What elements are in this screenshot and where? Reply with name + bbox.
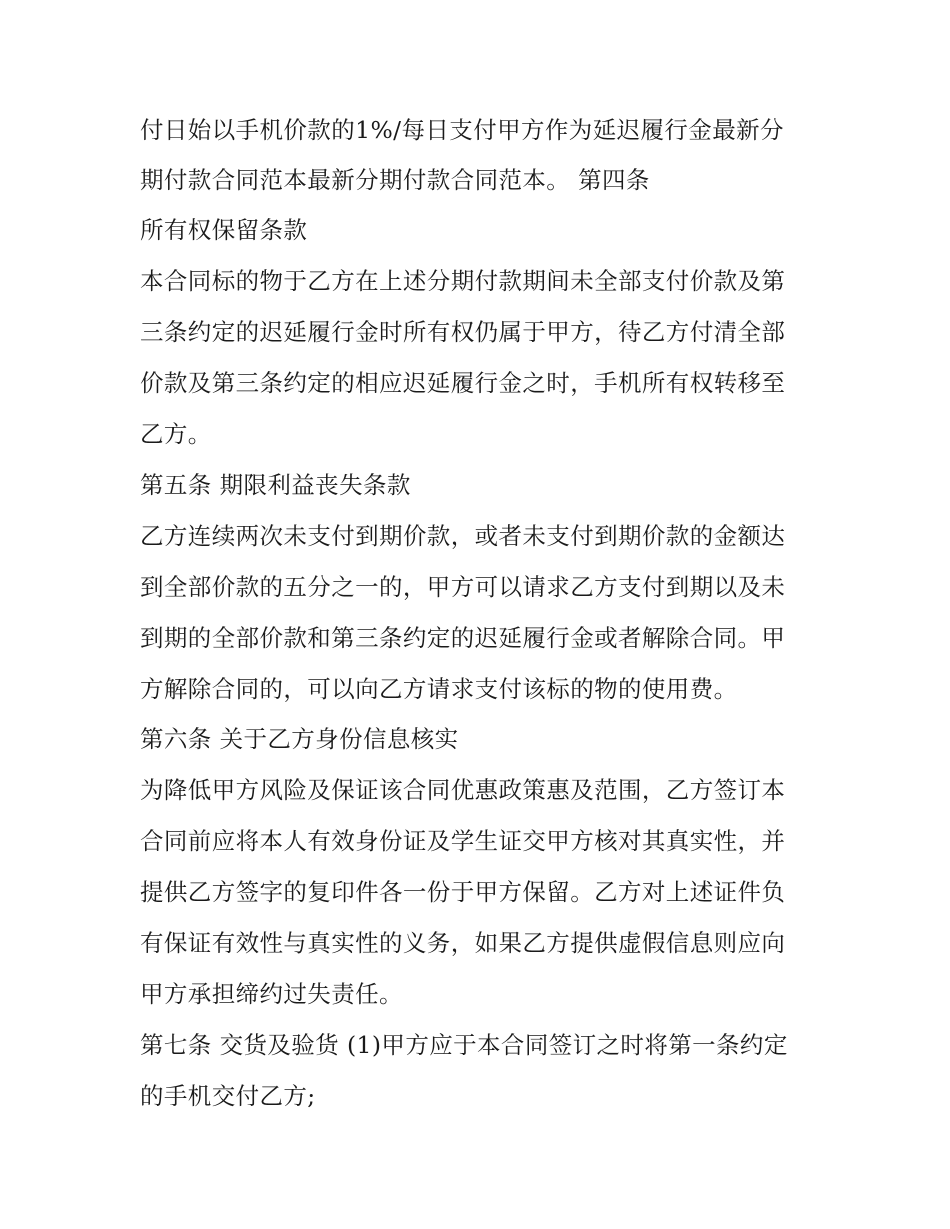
section-heading: 第七条 交货及验货 (1)甲方应于本合同签订之时将第一条约定 bbox=[140, 1031, 788, 1059]
text-line: 方解除合同的，可以向乙方请求支付该标的物的使用费。 bbox=[140, 675, 738, 703]
text-line: 价款及第三条约定的相应迟延履行金之时，手机所有权转移至 bbox=[140, 369, 786, 397]
text-line: 期付款合同范本最新分期付款合同范本。 第四条 bbox=[140, 166, 650, 194]
text-line: 三条约定的迟延履行金时所有权仍属于甲方，待乙方付清全部 bbox=[140, 318, 786, 346]
text-line: 到全部价款的五分之一的，甲方可以请求乙方支付到期以及未 bbox=[140, 573, 786, 601]
text-line: 乙方连续两次未支付到期价款，或者未支付到期价款的金额达 bbox=[140, 522, 786, 550]
text-line: 本合同标的物于乙方在上述分期付款期间未全部支付价款及第 bbox=[140, 267, 786, 295]
text-line: 提供乙方签字的复印件各一份于甲方保留。乙方对上述证件负 bbox=[140, 878, 786, 906]
text-line: 乙方。 bbox=[140, 420, 212, 448]
text-line: 有保证有效性与真实性的义务，如果乙方提供虚假信息则应向 bbox=[140, 929, 786, 957]
text-line: 合同前应将本人有效身份证及学生证交甲方核对其真实性，并 bbox=[140, 827, 786, 855]
section-heading: 所有权保留条款 bbox=[140, 216, 308, 244]
text-line: 付日始以手机价款的1%/每日支付甲方作为延迟履行金最新分 bbox=[140, 116, 784, 144]
text-line: 到期的全部价款和第三条约定的迟延履行金或者解除合同。甲 bbox=[140, 624, 786, 652]
section-heading: 第五条 期限利益丧失条款 bbox=[140, 471, 411, 499]
text-line: 甲方承担缔约过失责任。 bbox=[140, 980, 403, 1008]
text-line: 的手机交付乙方; bbox=[140, 1082, 316, 1110]
text-line: 为降低甲方风险及保证该合同优惠政策惠及范围，乙方签订本 bbox=[140, 776, 786, 804]
section-heading: 第六条 关于乙方身份信息核实 bbox=[140, 725, 459, 753]
